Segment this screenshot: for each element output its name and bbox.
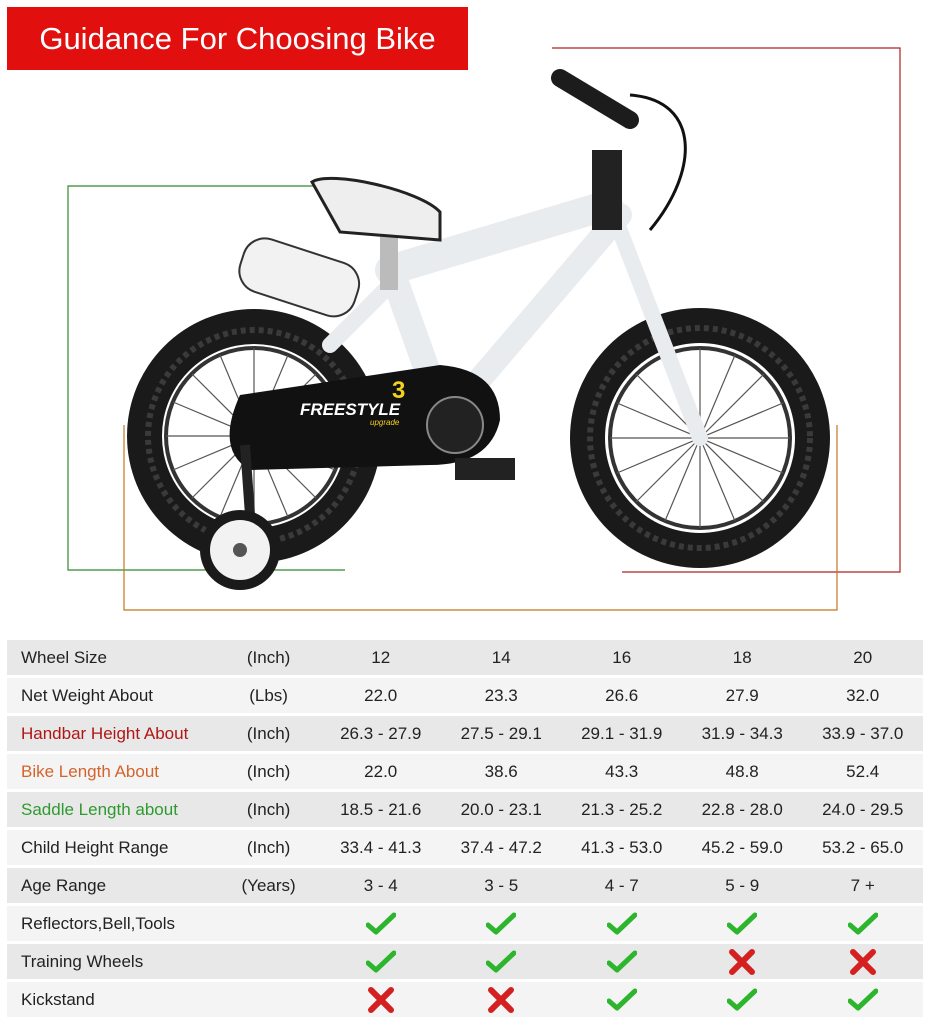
row-label: Saddle Length about xyxy=(7,792,217,827)
row-value: 33.4 - 41.3 xyxy=(320,830,441,865)
row-unit: (Inch) xyxy=(217,754,321,789)
row-label: Reflectors,Bell,Tools xyxy=(7,906,217,941)
table-row xyxy=(7,830,923,865)
cross-icon xyxy=(728,949,756,975)
row-value: 38.6 xyxy=(441,754,562,789)
check-icon xyxy=(486,949,516,975)
row-value: 26.6 xyxy=(561,678,682,713)
row-unit: (Years) xyxy=(217,868,321,903)
cross-icon xyxy=(849,949,877,975)
row-feature-mark xyxy=(682,944,803,979)
row-value: 12 xyxy=(320,640,441,675)
row-value: 20.0 - 23.1 xyxy=(441,792,562,827)
row-value: 18.5 - 21.6 xyxy=(320,792,441,827)
row-value: 45.2 - 59.0 xyxy=(682,830,803,865)
size-spec-table xyxy=(7,637,923,1020)
table-row xyxy=(7,678,923,713)
row-value: 22.0 xyxy=(320,678,441,713)
row-value: 52.4 xyxy=(802,754,923,789)
row-value: 18 xyxy=(682,640,803,675)
cross-icon xyxy=(487,987,515,1013)
row-label: Wheel Size xyxy=(7,640,217,675)
row-value: 48.8 xyxy=(682,754,803,789)
table-row xyxy=(7,982,923,1017)
check-icon xyxy=(848,911,878,937)
table-row xyxy=(7,754,923,789)
row-feature-mark xyxy=(441,982,562,1017)
row-value: 16 xyxy=(561,640,682,675)
row-unit xyxy=(217,906,321,941)
row-label: Bike Length About xyxy=(7,754,217,789)
banner-title: Guidance For Choosing Bike xyxy=(39,21,436,56)
table-row xyxy=(7,792,923,827)
row-value: 21.3 - 25.2 xyxy=(561,792,682,827)
row-value: 41.3 - 53.0 xyxy=(561,830,682,865)
row-value: 43.3 xyxy=(561,754,682,789)
row-value: 14 xyxy=(441,640,562,675)
row-label: Age Range xyxy=(7,868,217,903)
row-feature-mark xyxy=(682,982,803,1017)
row-feature-mark xyxy=(802,944,923,979)
row-feature-mark xyxy=(441,906,562,941)
row-feature-mark xyxy=(561,982,682,1017)
row-value: 33.9 - 37.0 xyxy=(802,716,923,751)
check-icon xyxy=(366,949,396,975)
table-row xyxy=(7,640,923,675)
row-label: Child Height Range xyxy=(7,830,217,865)
table-row xyxy=(7,868,923,903)
row-value: 7 + xyxy=(802,868,923,903)
row-feature-mark xyxy=(320,944,441,979)
check-icon xyxy=(848,987,878,1013)
row-unit xyxy=(217,982,321,1017)
row-value: 32.0 xyxy=(802,678,923,713)
row-unit: (Inch) xyxy=(217,792,321,827)
row-feature-mark xyxy=(802,982,923,1017)
row-feature-mark xyxy=(441,944,562,979)
row-label: Kickstand xyxy=(7,982,217,1017)
row-label: Training Wheels xyxy=(7,944,217,979)
row-feature-mark xyxy=(320,906,441,941)
row-value: 3 - 5 xyxy=(441,868,562,903)
row-feature-mark xyxy=(802,906,923,941)
row-value: 22.8 - 28.0 xyxy=(682,792,803,827)
row-feature-mark xyxy=(320,982,441,1017)
table-row xyxy=(7,716,923,751)
check-icon xyxy=(607,949,637,975)
check-icon xyxy=(607,987,637,1013)
check-icon xyxy=(607,911,637,937)
check-icon xyxy=(727,987,757,1013)
check-icon xyxy=(366,911,396,937)
bike-illustration xyxy=(120,55,840,600)
row-value: 27.5 - 29.1 xyxy=(441,716,562,751)
row-value: 23.3 xyxy=(441,678,562,713)
row-value: 31.9 - 34.3 xyxy=(682,716,803,751)
check-icon xyxy=(486,911,516,937)
row-value: 22.0 xyxy=(320,754,441,789)
row-feature-mark xyxy=(561,944,682,979)
row-unit: (Inch) xyxy=(217,716,321,751)
svg-text:FREESTYLE: FREESTYLE xyxy=(300,400,401,419)
row-value: 20 xyxy=(802,640,923,675)
row-value: 4 - 7 xyxy=(561,868,682,903)
row-unit xyxy=(217,944,321,979)
table-row xyxy=(7,906,923,941)
row-value: 27.9 xyxy=(682,678,803,713)
row-value: 29.1 - 31.9 xyxy=(561,716,682,751)
check-icon xyxy=(727,911,757,937)
row-value: 37.4 - 47.2 xyxy=(441,830,562,865)
row-label: Net Weight About xyxy=(7,678,217,713)
svg-text:upgrade: upgrade xyxy=(370,418,400,427)
row-feature-mark xyxy=(561,906,682,941)
row-feature-mark xyxy=(682,906,803,941)
row-value: 5 - 9 xyxy=(682,868,803,903)
row-unit: (Lbs) xyxy=(217,678,321,713)
row-value: 26.3 - 27.9 xyxy=(320,716,441,751)
table-row xyxy=(7,944,923,979)
cross-icon xyxy=(367,987,395,1013)
row-value: 24.0 - 29.5 xyxy=(802,792,923,827)
water-bottle xyxy=(234,233,365,322)
svg-text:3: 3 xyxy=(392,377,406,404)
row-value: 3 - 4 xyxy=(320,868,441,903)
row-value: 53.2 - 65.0 xyxy=(802,830,923,865)
row-unit: (Inch) xyxy=(217,830,321,865)
row-unit: (Inch) xyxy=(217,640,321,675)
row-label: Handbar Height About xyxy=(7,716,217,751)
